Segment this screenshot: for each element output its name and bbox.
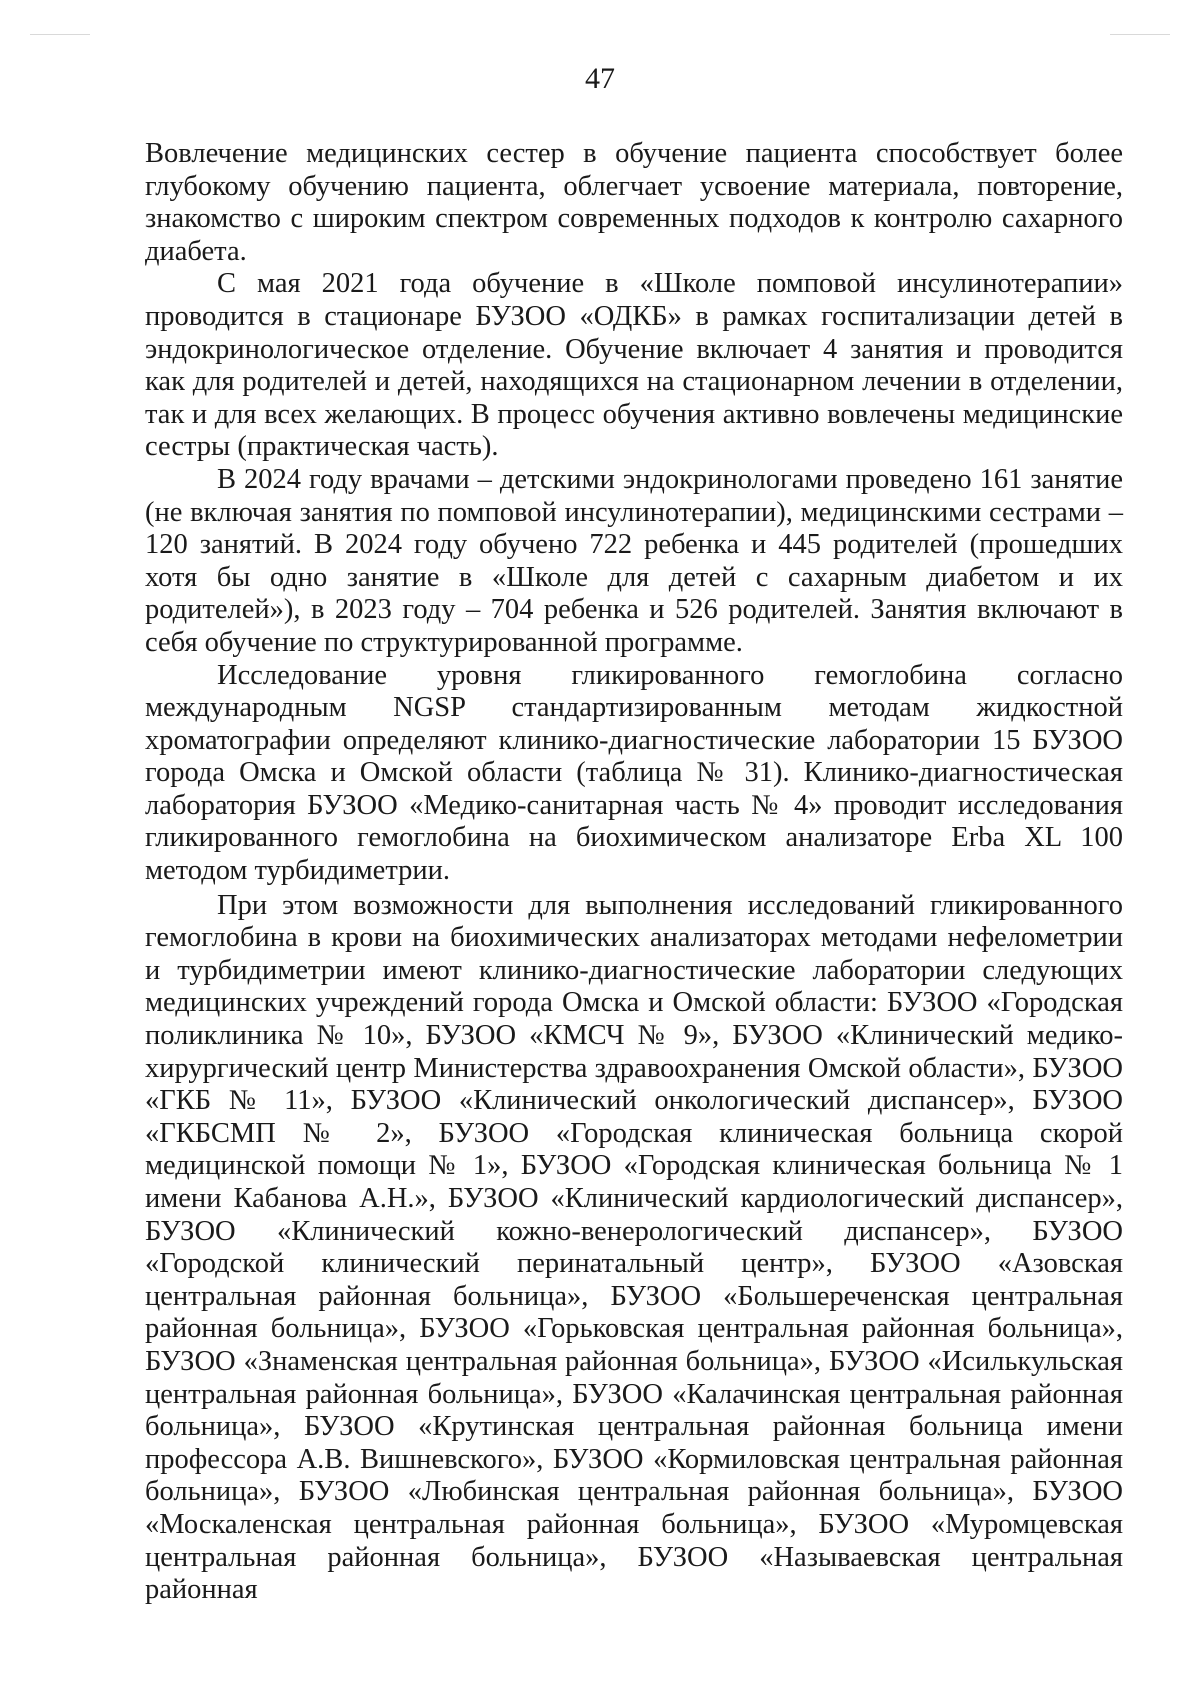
scan-artifact-left (30, 30, 90, 40)
paragraph-1: Вовлечение медицинских сестер в обучение пациента способствует более глубокому обучению пациента, облегчает усвоение материала, повторение, знакомство с широким спектром современных подходов к контролю сахарного диабета. (145, 138, 1123, 267)
paragraph-3: В 2024 году врачами – детскими эндокринологами проведено 161 занятие (не включая занятия по помповой инсулинотерапии), медицинскими сестрами – 120 занятий. В 2024 году обучено 722 ребенка и 445 родителей (прошедших хотя бы одно занятие в «Школе для детей с сахарным диабетом и их родителей»), в 2023 году – 704 ребенка и 526 родителей. Занятия включают в себя обучение по структурированной программе. (145, 463, 1123, 658)
paragraph-5: При этом возможности для выполнения исследований гликированного гемоглобина в крови на биохимических анализаторах методами нефелометрии и турбидиметрии имеют клинико-диагностические лаборатории следующих медицинских учреждений города Омска и Омской области: БУЗОО «Городская поликлиника № 10», БУЗОО «КМСЧ № 9», БУЗОО «Клинический медико-хирургический центр Министерства здравоохранения Омской области», БУЗОО «ГКБ № 11», БУЗОО «Клинический онкологический диспансер», БУЗОО «ГКБСМП № 2», БУЗОО «Городская клиническая больница скорой медицинской помощи № 1», БУЗОО «Городская клиническая больница № 1 имени Кабанова А.Н.», БУЗОО «Клинический кардиологический диспансер», БУЗОО «Клинический кожно-венерологический диспансер», БУЗОО «Городской клинический перинатальный центр», БУЗОО «Азовская центральная районная больница», БУЗОО «Большереченская центральная районная больница», БУЗОО «Горьковская центральная районная больница», БУЗОО «Знаменская центральная районная больница», БУЗОО «Исилькульская центральная районная больница», БУЗОО «Калачинская центральная районная больница», БУЗОО «Крутинская центральная районная больница имени профессора А.В. Вишневского», БУЗОО «Кормиловская центральная районная больница», БУЗОО «Любинская центральная районная больница», БУЗОО «Москаленская центральная районная больница», БУЗОО «Муромцевская центральная районная больница», БУЗОО «Называевская центральная районная (145, 889, 1123, 1606)
paragraph-4: Исследование уровня гликированного гемоглобина согласно международным NGSP стандартизированным методам жидкостной хроматографии определяют клинико-диагностические лаборатории 15 БУЗОО города Омска и Омской области (таблица № 31). Клинико-диагностическая лаборатория БУЗОО «Медико-санитарная часть № 4» проводит исследования гликированного гемоглобина на биохимическом анализаторе Erba XL 100 методом турбидиметрии. (145, 659, 1123, 887)
page-number: 47 (585, 62, 615, 95)
paragraph-2: С мая 2021 года обучение в «Школе помповой инсулинотерапии» проводится в стационаре БУЗОО «ОДКБ» в рамках госпитализации детей в эндокринологическое отделение. Обучение включает 4 занятия и проводится как для родителей и детей, находящихся на стационарном лечении в отделении, так и для всех желающих. В процесс обучения активно вовлечены медицинские сестры (практическая часть). (145, 268, 1123, 463)
document-body (145, 138, 1123, 1607)
scan-artifact-right (1110, 30, 1170, 40)
